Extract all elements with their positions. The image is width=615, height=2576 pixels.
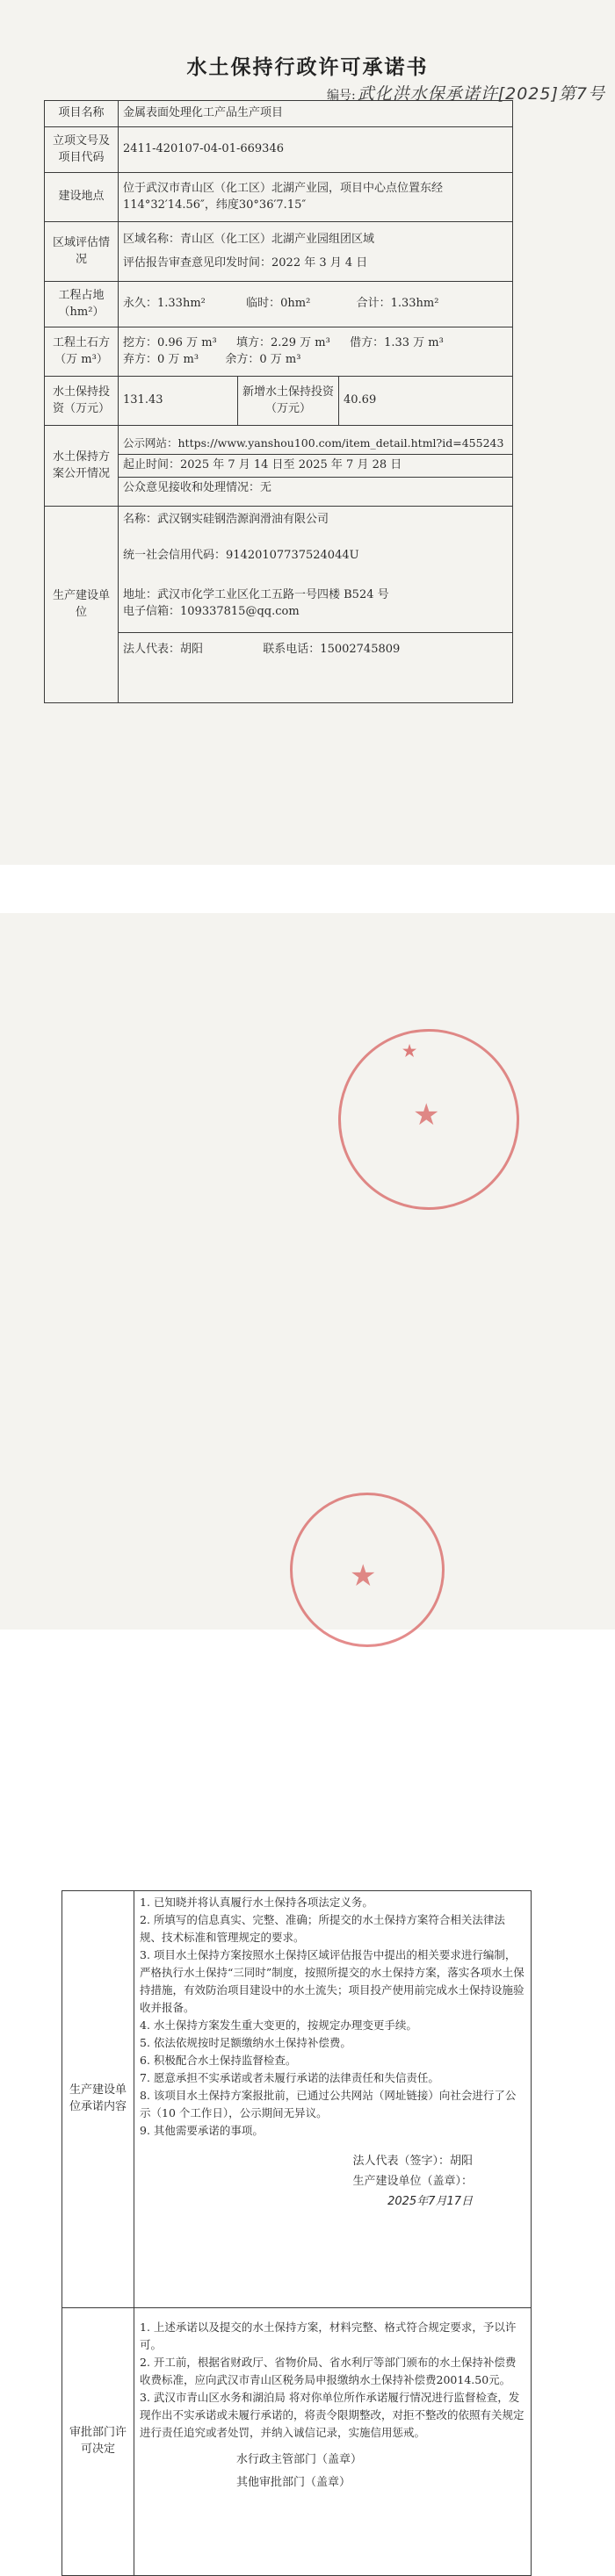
value-new-investment: 40.69 <box>339 377 513 426</box>
row-project-code <box>45 127 513 173</box>
signature-other-dept: 其他审批部门（盖章） <box>236 2476 351 2489</box>
company-seal: ★ <box>338 1029 519 1210</box>
label-zone: 区域评估情况 <box>45 222 119 282</box>
label-project-name: 项目名称 <box>45 101 119 127</box>
promise-item: 3. 项目水土保持方案按照水土保持区域评估报告中提出的相关要求进行编制，严格执行水土保持“三同时”制度，按照所提交的水土保持方案，落实各项水土保持措施，有效防治项目建设中的水土流失；项目投产使用前完成水土保持设施验收并报备。 <box>140 1948 525 2014</box>
approval-item: 3. 武汉市青山区水务和湖泊局 将对你单位所作承诺履行情况进行监督检查，发现作出不实承诺或未履行承诺的，将责令限期整改，对拒不整改的依照有关规定进行责任追究或者处罚，并纳入诚信记录，实施信用惩戒。 <box>140 2391 525 2439</box>
label-promises: 生产建设单位承诺内容 <box>62 1891 134 2308</box>
signature-water-dept: 水行政主管部门（盖章） <box>236 2453 363 2466</box>
unit-name: 名称：武汉钢实硅钢浩源润滑油有限公司 <box>123 513 329 526</box>
zone-name: 区域名称：青山区（化工区）北湖产业园组团区域 <box>123 232 375 246</box>
zone-review-date: 评估报告审查意见印发时间：2022 年 3 月 4 日 <box>123 255 368 270</box>
label-approvals: 审批部门许可决定 <box>62 2308 134 2576</box>
earth-fill: 填方：2.29 万 m³ <box>236 335 330 349</box>
approval-item: 2. 开工前，根据省财政厅、省物价局、省水利厅等部门颁布的水土保持补偿费收费标准，应向武汉市青山区税务局申报缴纳水土保持补偿费20014.50元。 <box>140 2356 517 2386</box>
unit-legal-rep: 法人代表：胡阳 <box>123 643 204 657</box>
promise-item: 8. 该项目水土保持方案报批前，已通过公共网站（网址链接）向社会进行了公示（10 个工作日），公示期间无异议。 <box>140 2089 517 2119</box>
promise-item: 6. 积极配合水土保持监督检查。 <box>140 2054 297 2067</box>
page-two <box>0 913 615 2489</box>
dept-seal-star-icon: ★ <box>350 1558 377 1594</box>
promise-table <box>62 1890 532 2576</box>
value-investment: 131.43 <box>119 377 238 426</box>
earth-surplus: 余方：0 万 m³ <box>225 352 301 366</box>
row-location <box>45 173 513 222</box>
label-investment: 水土保持投资（万元） <box>45 377 119 426</box>
publicity-period: 起止时间：2025 年 7 月 14 日至 2025 年 7 月 28 日 <box>119 455 512 478</box>
serial-handwritten: 武化洪水保承诺许[2025]第7号 <box>357 84 605 104</box>
page-one <box>0 0 615 865</box>
label-project-code: 立项文号及项目代码 <box>45 127 119 173</box>
value-location: 位于武汉市青山区（化工区）北湖产业园，项目中心点位置东经114°32′14.56″，纬度30°36′7.15″ <box>119 173 513 222</box>
value-project-name: 金属表面处理化工产品生产项目 <box>119 101 513 127</box>
unit-phone: 联系电话：15002745809 <box>263 643 401 657</box>
row-area <box>45 282 513 327</box>
row-earthwork <box>45 327 513 377</box>
page-gap <box>0 865 615 913</box>
promise-item: 9. 其他需要承诺的事项。 <box>140 2124 264 2137</box>
value-project-code: 2411-420107-04-01-669346 <box>119 127 513 173</box>
row-approvals <box>62 2308 532 2576</box>
publicity-website: 公示网站：https://www.yanshou100.com/item_detail.html?id=455243 <box>119 433 512 455</box>
seal-star-icon: ★ <box>413 1097 440 1133</box>
earth-cut: 挖方：0.96 万 m³ <box>123 335 217 349</box>
unit-address: 地址：武汉市化学工业区化工五路一号四楼 B524 号 <box>123 587 389 601</box>
earth-borrow: 借方：1.33 万 m³ <box>350 335 444 349</box>
row-project-name <box>45 101 513 127</box>
label-publicity: 水土保持方案公开情况 <box>45 426 119 507</box>
area-temporary: 临时：0hm² <box>246 297 311 311</box>
signature-rep: 法人代表（签字）：胡阳 <box>352 2155 473 2168</box>
publicity-opinion: 公众意见接收和处理情况：无 <box>123 480 272 494</box>
promise-item: 5. 依法依规按时足额缴纳水土保持补偿费。 <box>140 2036 351 2049</box>
promise-list <box>140 1894 525 2140</box>
area-total: 合计：1.33hm² <box>356 297 439 311</box>
row-investment <box>45 377 513 426</box>
label-earthwork: 工程土石方（万 m³） <box>45 327 119 377</box>
label-unit: 生产建设单位 <box>45 507 119 703</box>
label-new-investment: 新增水土保持投资（万元） <box>238 377 339 426</box>
approval-item: 1. 上述承诺以及提交的水土保持方案，材料完整、格式符合规定要求，予以许可。 <box>140 2321 517 2351</box>
row-zone <box>45 222 513 282</box>
signature-unit: 生产建设单位（盖章）： <box>352 2174 473 2188</box>
unit-credit-code: 统一社会信用代码：91420107737524044U <box>123 548 359 562</box>
row-publicity <box>45 426 513 507</box>
promise-item: 1. 已知晓并将认真履行水土保持各项法定义务。 <box>140 1896 373 1909</box>
unit-email: 电子信箱：109337815@qq.com <box>123 604 300 618</box>
row-unit <box>45 507 513 703</box>
info-table <box>44 100 513 703</box>
promise-item: 4. 水土保持方案发生重大变更的，按规定办理变更手续。 <box>140 2018 417 2032</box>
label-location: 建设地点 <box>45 173 119 222</box>
serial-label: 编号: <box>327 89 356 103</box>
promise-item: 7. 愿意承担不实承诺或者未履行承诺的法律责任和失信责任。 <box>140 2071 439 2084</box>
row-promises <box>62 1891 532 2308</box>
area-permanent: 永久：1.33hm² <box>123 297 206 311</box>
promise-item: 2. 所填写的信息真实、完整、准确；所提交的水土保持方案符合相关法律法规、技术标准和管理规定的要求。 <box>140 1913 505 1944</box>
signature-date: 2025年7月17日 <box>387 2194 473 2208</box>
approval-list <box>140 2319 525 2442</box>
label-area: 工程占地（hm²） <box>45 282 119 327</box>
earth-spoil: 弃方：0 万 m³ <box>123 352 199 366</box>
document-title: 水土保持行政许可承诺书 <box>186 55 429 79</box>
